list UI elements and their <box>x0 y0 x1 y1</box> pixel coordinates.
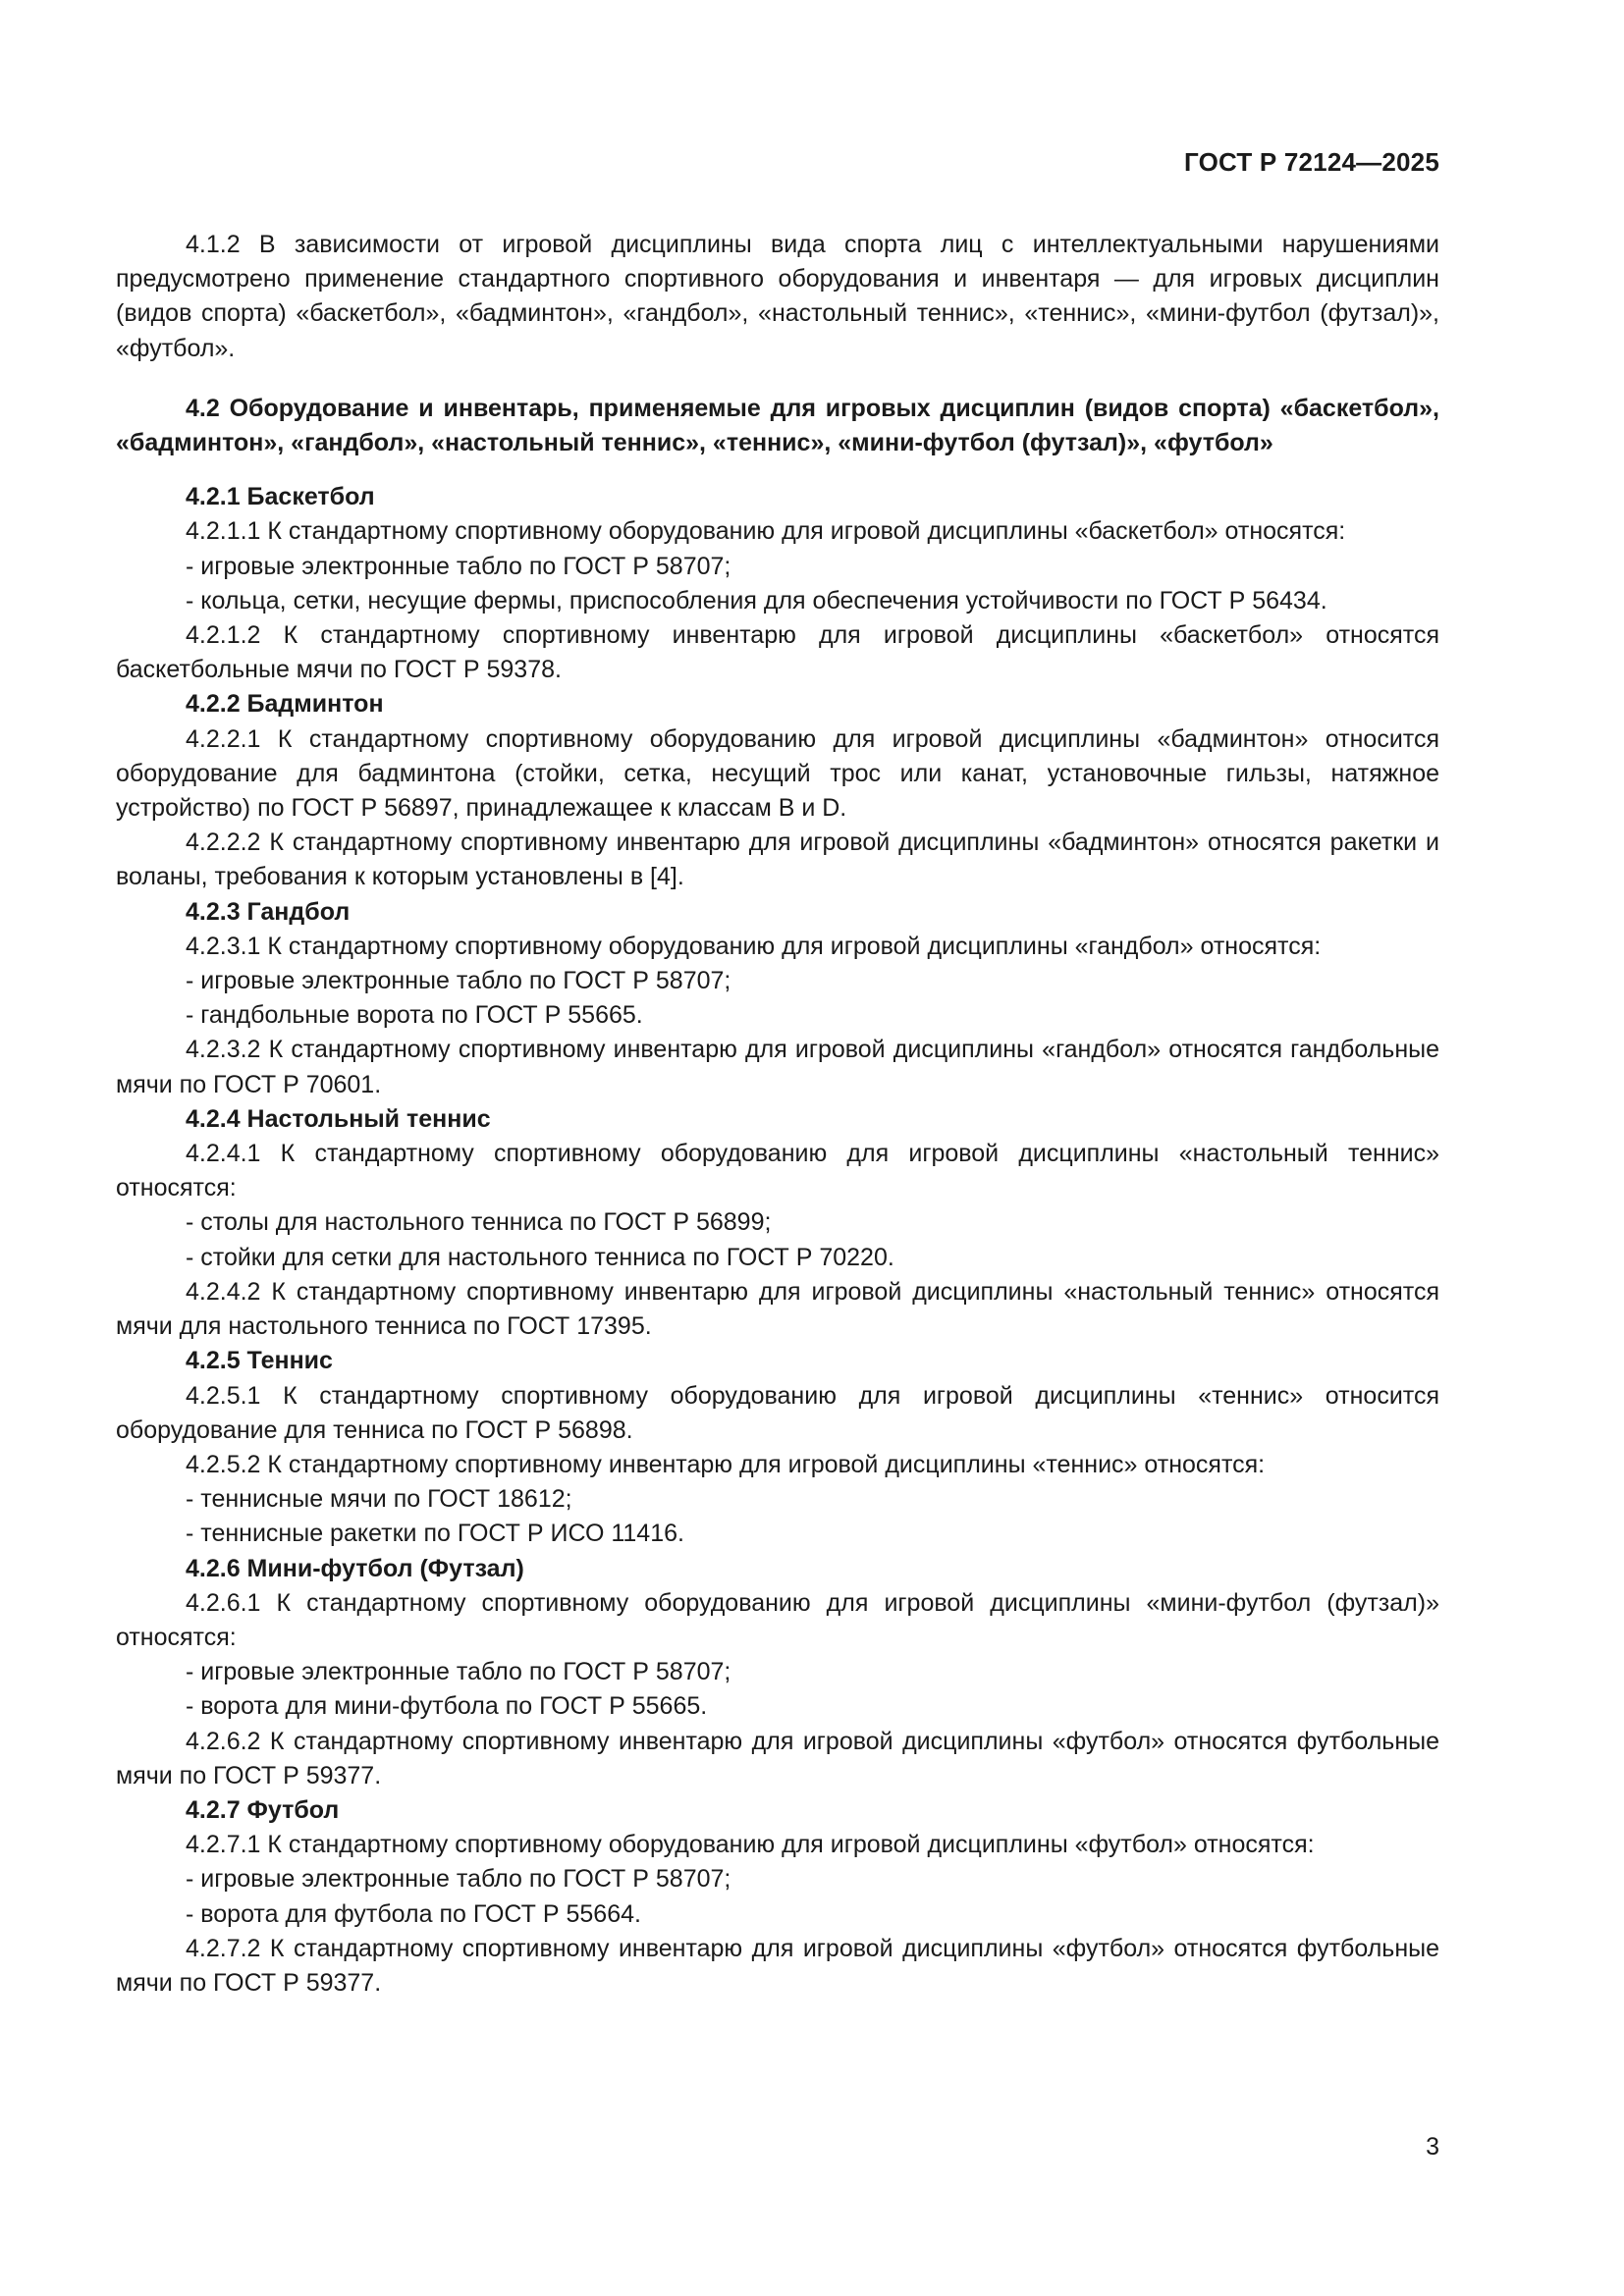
subsection-title-futsal: 4.2.6 Мини-футбол (Футзал) <box>186 1554 524 1582</box>
paragraph: 4.2.6.2 К стандартному спортивному инвентарю для игровой дисциплины «футбол» относятся футбольные мячи по ГОСТ Р 59377. <box>116 1727 1439 1789</box>
subsection-title-basketball: 4.2.1 Баскетбол <box>186 483 375 511</box>
list-item: - игровые электронные табло по ГОСТ Р 58707; <box>186 552 731 580</box>
paragraph: 4.2.1.1 К стандартному спортивному оборудованию для игровой дисциплины «баскетбол» относятся: <box>186 517 1346 546</box>
paragraph: 4.2.3.2 К стандартному спортивному инвентарю для игровой дисциплины «гандбол» относятся гандбольные мячи по ГОСТ Р 70601. <box>116 1036 1439 1098</box>
paragraph: 4.2.2.1 К стандартному спортивному оборудованию для игровой дисциплины «бадминтон» относится оборудование для бадминтона (стойки, сетка, несущий трос или канат, установочные гильзы, натяжное устройство) по ГОСТ Р 56897, принадлежащее к классам В и D. <box>116 724 1439 823</box>
subsection-title-tennis: 4.2.5 Теннис <box>186 1347 333 1375</box>
paragraph: 4.2.6.1 К стандартному спортивному оборудованию для игровой дисциплины «мини-футбол (футзал)» относятся: <box>116 1588 1439 1651</box>
list-item: - теннисные мячи по ГОСТ 18612; <box>186 1485 572 1514</box>
paragraph: 4.2.5.2 К стандартному спортивному инвентарю для игровой дисциплины «теннис» относятся: <box>186 1450 1266 1478</box>
subsection-title-football: 4.2.7 Футбол <box>186 1795 340 1824</box>
subsection-title-table-tennis: 4.2.4 Настольный теннис <box>186 1104 491 1133</box>
list-item: - игровые электронные табло по ГОСТ Р 58707; <box>186 967 731 995</box>
list-item: - ворота для мини-футбола по ГОСТ Р 55665. <box>186 1692 708 1721</box>
list-item: - игровые электронные табло по ГОСТ Р 58707; <box>186 1658 731 1686</box>
document-body <box>116 228 1439 2001</box>
subsection-title-handball: 4.2.3 Гандбол <box>186 897 351 926</box>
document-id-header: ГОСТ Р 72124—2025 <box>1184 147 1439 177</box>
list-item: - стойки для сетки для настольного тенниса по ГОСТ Р 70220. <box>186 1243 894 1271</box>
list-item: - кольца, сетки, несущие фермы, приспособления для обеспечения устойчивости по ГОСТ Р 56434. <box>186 586 1327 614</box>
list-item: - столы для настольного тенниса по ГОСТ Р 56899; <box>186 1208 772 1237</box>
intro-paragraph: 4.1.2 В зависимости от игровой дисциплины вида спорта лиц с интеллектуальными нарушениями предусмотрено применение стандартного спортивного оборудования и инвентаря — для игровых дисциплин (видов спорта) «баскетбол», «бадминтон», «гандбол», «настольный теннис», «теннис», «мини-футбол (футзал)», «футбол». <box>116 231 1439 362</box>
page-number: 3 <box>1426 2133 1439 2161</box>
list-item: - игровые электронные табло по ГОСТ Р 58707; <box>186 1865 731 1894</box>
paragraph: 4.2.3.1 К стандартному спортивному оборудованию для игровой дисциплины «гандбол» относятся: <box>186 932 1322 960</box>
paragraph: 4.2.4.2 К стандартному спортивному инвентарю для игровой дисциплины «настольный теннис» относятся мячи для настольного тенниса по ГОСТ 17395. <box>116 1277 1439 1341</box>
section-title: 4.2 Оборудование и инвентарь, применяемые для игровых дисциплин (видов спорта) «баскетбол», «бадминтон», «гандбол», «настольный теннис», «теннис», «мини-футбол (футзал)», «футбол» <box>116 394 1439 457</box>
list-item: - гандбольные ворота по ГОСТ Р 55665. <box>186 1001 643 1030</box>
paragraph: 4.2.4.1 К стандартному спортивному оборудованию для игровой дисциплины «настольный теннис» относятся: <box>116 1140 1439 1202</box>
subsection-title-badminton: 4.2.2 Бадминтон <box>186 690 384 719</box>
list-item: - теннисные ракетки по ГОСТ Р ИСО 11416. <box>186 1520 684 1548</box>
paragraph: 4.2.5.1 К стандартному спортивному оборудованию для игровой дисциплины «теннис» относится оборудование для тенниса по ГОСТ Р 56898. <box>116 1381 1439 1444</box>
paragraph: 4.2.7.2 К стандартному спортивному инвентарю для игровой дисциплины «футбол» относятся футбольные мячи по ГОСТ Р 59377. <box>116 1934 1439 1997</box>
paragraph: 4.2.2.2 К стандартному спортивному инвентарю для игровой дисциплины «бадминтон» относятся ракетки и воланы, требования к которым установлены в [4]. <box>116 828 1439 891</box>
paragraph: 4.2.1.2 К стандартному спортивному инвентарю для игровой дисциплины «баскетбол» относятся баскетбольные мячи по ГОСТ Р 59378. <box>116 621 1439 684</box>
list-item: - ворота для футбола по ГОСТ Р 55664. <box>186 1899 641 1928</box>
paragraph: 4.2.7.1 К стандартному спортивному оборудованию для игровой дисциплины «футбол» относятся: <box>186 1831 1315 1859</box>
